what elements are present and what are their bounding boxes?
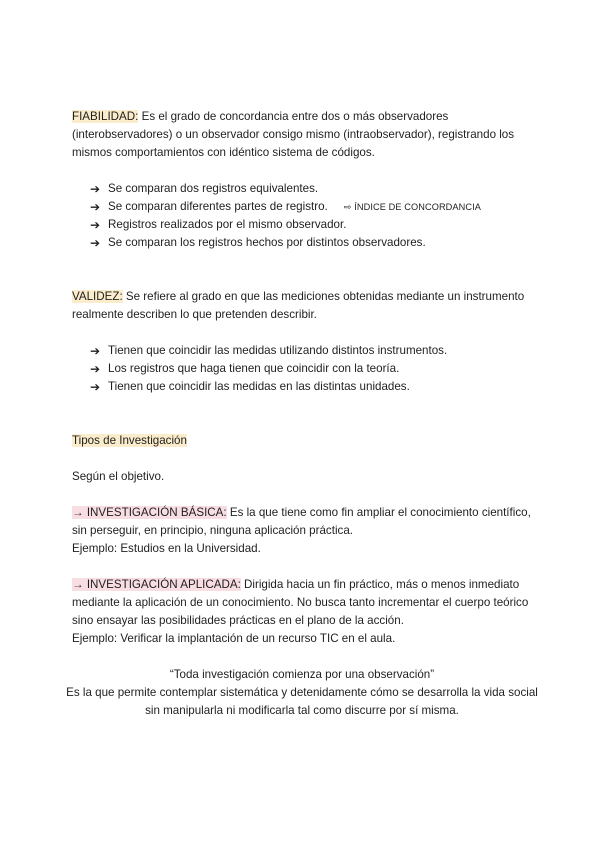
basica-paragraph xyxy=(72,504,532,540)
aplicada-section xyxy=(72,576,532,648)
basica-example: Ejemplo: Estudios en la Universidad. xyxy=(72,542,261,555)
arrow-right-icon: ➔ xyxy=(90,218,101,232)
list-item: ➔ Se comparan dos registros equivalentes. xyxy=(90,182,319,196)
arrow-right-icon: ➔ xyxy=(90,344,101,358)
quote-block xyxy=(58,666,546,720)
aplicada-term: → INVESTIGACIÓN APLICADA: xyxy=(72,578,241,591)
tipos-heading: Tipos de Investigación xyxy=(72,434,187,447)
fiabilidad-section xyxy=(72,108,532,162)
arrow-right-icon: ➔ xyxy=(90,380,101,394)
basica-section xyxy=(72,504,532,558)
list-item: ➔ Tienen que coincidir las medidas en las distintas unidades. xyxy=(90,380,410,394)
validez-section xyxy=(72,288,532,324)
validez-paragraph xyxy=(72,288,532,324)
list-item: ➔ Tienen que coincidir las medidas utilizando distintos instrumentos. xyxy=(90,344,448,358)
arrow-right-icon: ➔ xyxy=(90,200,101,214)
tipos-subheading: Según el objetivo. xyxy=(72,470,165,483)
arrow-right-icon: ➔ xyxy=(90,236,101,250)
arrow-right-icon: ➔ xyxy=(90,362,101,376)
aplicada-example: Ejemplo: Verificar la implantación de un recurso TIC en el aula. xyxy=(72,632,396,645)
basica-definition: Es la que tiene como fin ampliar el conocimiento científico, sin perseguir, en principio, ninguna aplicación práctica. xyxy=(72,506,531,537)
arrow-right-icon: ➔ xyxy=(90,182,101,196)
tipos-subheading-block xyxy=(72,468,532,486)
outline-arrow-icon: ⇨ xyxy=(343,202,352,212)
list-item: ➔ Se comparan diferentes partes de registro. ⇨ ÍNDICE DE CONCORDANCIA xyxy=(90,200,481,214)
concordance-note: ⇨ ÍNDICE DE CONCORDANCIA xyxy=(343,202,481,212)
tipos-heading-block xyxy=(72,432,532,450)
aplicada-paragraph xyxy=(72,576,532,630)
validez-term: VALIDEZ: xyxy=(72,290,123,303)
document-page xyxy=(66,108,538,720)
list-item: ➔ Registros realizados por el mismo observador. xyxy=(90,218,347,232)
list-item: ➔ Se comparan los registros hechos por distintos observadores. xyxy=(90,236,426,250)
validez-definition: Se refiere al grado en que las mediciones obtenidas mediante un instrumento realmente describen lo que pretenden describir. xyxy=(72,290,525,321)
aplicada-definition: Dirigida hacia un fin práctico, más o menos inmediato mediante la aplicación de un conocimiento. No busca tanto incrementar el cuerpo teórico sino ensayar las posibilidades prácticas en el plano de la acción. xyxy=(72,578,529,627)
quote-body: Es la que permite contemplar sistemática y detenidamente cómo se desarrolla la vida social sin manipularla ni modificarla tal como discurre por sí misma. xyxy=(66,686,538,717)
fiabilidad-term: FIABILIDAD: xyxy=(72,110,139,123)
fiabilidad-paragraph xyxy=(72,108,532,162)
fiabilidad-definition: Es el grado de concordancia entre dos o más observadores (interobservadores) o un observador consigo mismo (intraobservador), registrando los mismos comportamientos con idéntico sistema de códigos. xyxy=(72,110,515,159)
validez-list xyxy=(90,342,532,396)
fiabilidad-list xyxy=(90,180,532,252)
list-item: ➔ Los registros que haga tienen que coincidir con la teoría. xyxy=(90,362,400,376)
basica-term: → INVESTIGACIÓN BÁSICA: xyxy=(72,506,227,519)
quote-title: “Toda investigación comienza por una observación” xyxy=(169,668,435,681)
